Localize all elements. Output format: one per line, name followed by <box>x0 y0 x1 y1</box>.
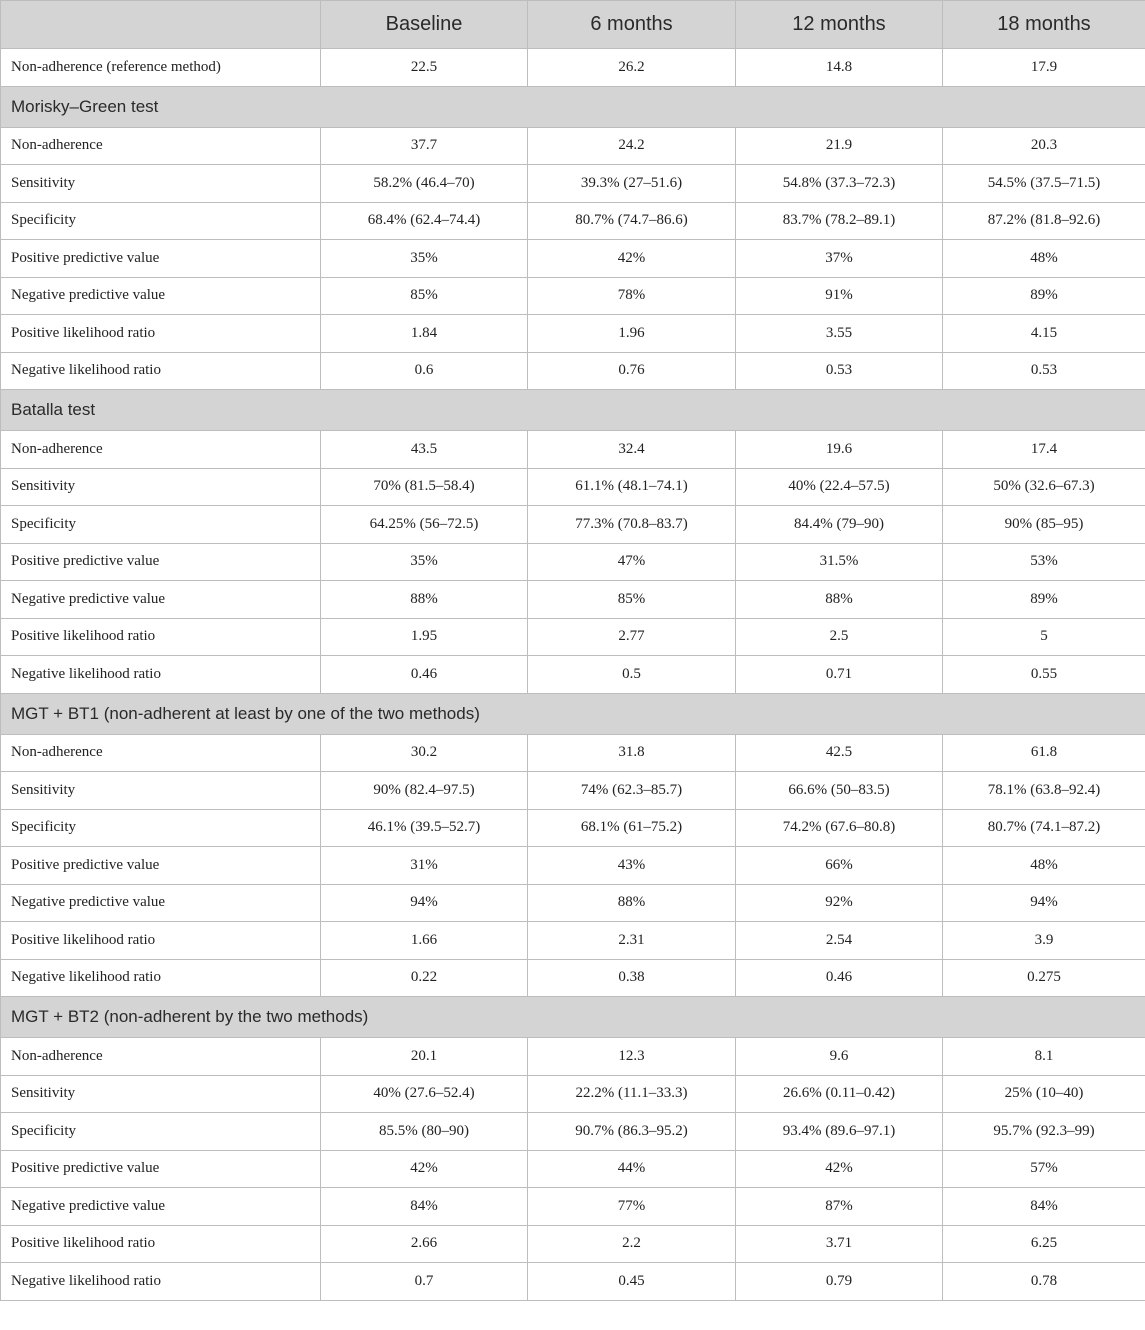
table-row <box>1 277 1145 315</box>
row-label: Non-adherence (reference method) <box>1 49 321 87</box>
value-cell: 2.5 <box>736 618 943 656</box>
value-cell: 12.3 <box>528 1038 736 1076</box>
value-cell: 1.96 <box>528 315 736 353</box>
value-cell: 61.8 <box>943 734 1145 772</box>
value-cell: 8.1 <box>943 1038 1145 1076</box>
value-cell: 1.66 <box>321 922 528 960</box>
value-cell: 48% <box>943 240 1145 278</box>
header-cell-baseline: Baseline <box>321 1 528 49</box>
value-cell: 1.95 <box>321 618 528 656</box>
value-cell: 0.275 <box>943 959 1145 997</box>
row-label: Sensitivity <box>1 772 321 810</box>
value-cell: 24.2 <box>528 127 736 165</box>
table-row <box>1 352 1145 390</box>
row-label: Non-adherence <box>1 734 321 772</box>
row-label: Negative predictive value <box>1 884 321 922</box>
header-cell-12-months: 12 months <box>736 1 943 49</box>
value-cell: 46.1% (39.5–52.7) <box>321 809 528 847</box>
value-cell: 58.2% (46.4–70) <box>321 165 528 203</box>
row-label: Positive predictive value <box>1 1150 321 1188</box>
table-row <box>1 1075 1145 1113</box>
row-label: Non-adherence <box>1 1038 321 1076</box>
table-row <box>1 1188 1145 1226</box>
value-cell: 42.5 <box>736 734 943 772</box>
value-cell: 61.1% (48.1–74.1) <box>528 468 736 506</box>
table-row <box>1 1225 1145 1263</box>
table-row <box>1 1038 1145 1076</box>
value-cell: 3.9 <box>943 922 1145 960</box>
table-row <box>1 431 1145 469</box>
section-header-row <box>1 997 1145 1038</box>
header-row <box>1 1 1145 49</box>
table-row <box>1 1113 1145 1151</box>
value-cell: 87% <box>736 1188 943 1226</box>
value-cell: 0.22 <box>321 959 528 997</box>
table-body <box>1 49 1145 1301</box>
value-cell: 35% <box>321 543 528 581</box>
row-label: Positive predictive value <box>1 543 321 581</box>
value-cell: 88% <box>528 884 736 922</box>
value-cell: 85% <box>321 277 528 315</box>
row-label: Negative likelihood ratio <box>1 1263 321 1301</box>
value-cell: 54.8% (37.3–72.3) <box>736 165 943 203</box>
reference-row <box>1 49 1145 87</box>
row-label: Specificity <box>1 506 321 544</box>
value-cell: 91% <box>736 277 943 315</box>
value-cell: 14.8 <box>736 49 943 87</box>
table-row <box>1 202 1145 240</box>
value-cell: 43% <box>528 847 736 885</box>
header-cell-6-months: 6 months <box>528 1 736 49</box>
value-cell: 94% <box>943 884 1145 922</box>
value-cell: 40% (22.4–57.5) <box>736 468 943 506</box>
value-cell: 9.6 <box>736 1038 943 1076</box>
value-cell: 90.7% (86.3–95.2) <box>528 1113 736 1151</box>
value-cell: 2.66 <box>321 1225 528 1263</box>
value-cell: 0.46 <box>736 959 943 997</box>
row-label: Sensitivity <box>1 1075 321 1113</box>
table-row <box>1 315 1145 353</box>
value-cell: 92% <box>736 884 943 922</box>
value-cell: 80.7% (74.7–86.6) <box>528 202 736 240</box>
value-cell: 66% <box>736 847 943 885</box>
value-cell: 0.53 <box>943 352 1145 390</box>
value-cell: 74.2% (67.6–80.8) <box>736 809 943 847</box>
value-cell: 4.15 <box>943 315 1145 353</box>
value-cell: 26.2 <box>528 49 736 87</box>
value-cell: 90% (85–95) <box>943 506 1145 544</box>
value-cell: 85% <box>528 581 736 619</box>
value-cell: 85.5% (80–90) <box>321 1113 528 1151</box>
value-cell: 43.5 <box>321 431 528 469</box>
value-cell: 0.45 <box>528 1263 736 1301</box>
row-label: Non-adherence <box>1 127 321 165</box>
value-cell: 0.79 <box>736 1263 943 1301</box>
value-cell: 22.2% (11.1–33.3) <box>528 1075 736 1113</box>
value-cell: 80.7% (74.1–87.2) <box>943 809 1145 847</box>
value-cell: 39.3% (27–51.6) <box>528 165 736 203</box>
value-cell: 68.4% (62.4–74.4) <box>321 202 528 240</box>
row-label: Sensitivity <box>1 468 321 506</box>
value-cell: 66.6% (50–83.5) <box>736 772 943 810</box>
table-row <box>1 734 1145 772</box>
value-cell: 5 <box>943 618 1145 656</box>
value-cell: 64.25% (56–72.5) <box>321 506 528 544</box>
value-cell: 44% <box>528 1150 736 1188</box>
value-cell: 68.1% (61–75.2) <box>528 809 736 847</box>
value-cell: 0.5 <box>528 656 736 694</box>
row-label: Negative likelihood ratio <box>1 656 321 694</box>
value-cell: 1.84 <box>321 315 528 353</box>
section-header-row <box>1 693 1145 734</box>
row-label: Negative predictive value <box>1 277 321 315</box>
value-cell: 53% <box>943 543 1145 581</box>
row-label: Positive likelihood ratio <box>1 1225 321 1263</box>
value-cell: 20.3 <box>943 127 1145 165</box>
value-cell: 42% <box>528 240 736 278</box>
value-cell: 0.38 <box>528 959 736 997</box>
value-cell: 93.4% (89.6–97.1) <box>736 1113 943 1151</box>
value-cell: 94% <box>321 884 528 922</box>
value-cell: 2.54 <box>736 922 943 960</box>
row-label: Non-adherence <box>1 431 321 469</box>
table-row <box>1 1150 1145 1188</box>
value-cell: 17.9 <box>943 49 1145 87</box>
table-row <box>1 468 1145 506</box>
value-cell: 17.4 <box>943 431 1145 469</box>
header-cell-18-months: 18 months <box>943 1 1145 49</box>
value-cell: 89% <box>943 581 1145 619</box>
value-cell: 84% <box>321 1188 528 1226</box>
value-cell: 6.25 <box>943 1225 1145 1263</box>
value-cell: 78% <box>528 277 736 315</box>
value-cell: 26.6% (0.11–0.42) <box>736 1075 943 1113</box>
section-header-row <box>1 86 1145 127</box>
table-row <box>1 847 1145 885</box>
value-cell: 90% (82.4–97.5) <box>321 772 528 810</box>
value-cell: 42% <box>321 1150 528 1188</box>
table-row <box>1 240 1145 278</box>
value-cell: 78.1% (63.8–92.4) <box>943 772 1145 810</box>
value-cell: 31% <box>321 847 528 885</box>
value-cell: 30.2 <box>321 734 528 772</box>
header-cell-corner <box>1 1 321 49</box>
value-cell: 83.7% (78.2–89.1) <box>736 202 943 240</box>
value-cell: 40% (27.6–52.4) <box>321 1075 528 1113</box>
row-label: Specificity <box>1 809 321 847</box>
value-cell: 0.71 <box>736 656 943 694</box>
value-cell: 0.78 <box>943 1263 1145 1301</box>
value-cell: 88% <box>321 581 528 619</box>
table-row <box>1 506 1145 544</box>
section-title: MGT + BT2 (non-adherent by the two methods) <box>1 997 1145 1038</box>
row-label: Negative predictive value <box>1 1188 321 1226</box>
value-cell: 50% (32.6–67.3) <box>943 468 1145 506</box>
table-row <box>1 1263 1145 1301</box>
value-cell: 89% <box>943 277 1145 315</box>
value-cell: 77% <box>528 1188 736 1226</box>
value-cell: 42% <box>736 1150 943 1188</box>
row-label: Negative likelihood ratio <box>1 352 321 390</box>
row-label: Specificity <box>1 202 321 240</box>
value-cell: 0.76 <box>528 352 736 390</box>
value-cell: 32.4 <box>528 431 736 469</box>
value-cell: 21.9 <box>736 127 943 165</box>
table-row <box>1 884 1145 922</box>
value-cell: 47% <box>528 543 736 581</box>
value-cell: 0.53 <box>736 352 943 390</box>
value-cell: 22.5 <box>321 49 528 87</box>
table-row <box>1 581 1145 619</box>
table-row <box>1 618 1145 656</box>
row-label: Positive likelihood ratio <box>1 618 321 656</box>
row-label: Specificity <box>1 1113 321 1151</box>
value-cell: 84% <box>943 1188 1145 1226</box>
table-row <box>1 543 1145 581</box>
value-cell: 25% (10–40) <box>943 1075 1145 1113</box>
value-cell: 2.2 <box>528 1225 736 1263</box>
table-row <box>1 922 1145 960</box>
row-label: Negative predictive value <box>1 581 321 619</box>
value-cell: 31.5% <box>736 543 943 581</box>
row-label: Positive predictive value <box>1 847 321 885</box>
value-cell: 95.7% (92.3–99) <box>943 1113 1145 1151</box>
table-row <box>1 165 1145 203</box>
section-title: MGT + BT1 (non-adherent at least by one of the two methods) <box>1 693 1145 734</box>
section-title: Morisky–Green test <box>1 86 1145 127</box>
table-row <box>1 772 1145 810</box>
table-row <box>1 656 1145 694</box>
value-cell: 84.4% (79–90) <box>736 506 943 544</box>
table-row <box>1 809 1145 847</box>
value-cell: 0.55 <box>943 656 1145 694</box>
value-cell: 20.1 <box>321 1038 528 1076</box>
value-cell: 2.31 <box>528 922 736 960</box>
table-row <box>1 959 1145 997</box>
row-label: Sensitivity <box>1 165 321 203</box>
value-cell: 19.6 <box>736 431 943 469</box>
value-cell: 3.71 <box>736 1225 943 1263</box>
value-cell: 0.46 <box>321 656 528 694</box>
row-label: Negative likelihood ratio <box>1 959 321 997</box>
value-cell: 37.7 <box>321 127 528 165</box>
value-cell: 0.6 <box>321 352 528 390</box>
value-cell: 31.8 <box>528 734 736 772</box>
value-cell: 87.2% (81.8–92.6) <box>943 202 1145 240</box>
value-cell: 57% <box>943 1150 1145 1188</box>
value-cell: 70% (81.5–58.4) <box>321 468 528 506</box>
value-cell: 48% <box>943 847 1145 885</box>
value-cell: 0.7 <box>321 1263 528 1301</box>
value-cell: 74% (62.3–85.7) <box>528 772 736 810</box>
section-header-row <box>1 390 1145 431</box>
table-row <box>1 127 1145 165</box>
value-cell: 3.55 <box>736 315 943 353</box>
value-cell: 54.5% (37.5–71.5) <box>943 165 1145 203</box>
value-cell: 37% <box>736 240 943 278</box>
row-label: Positive predictive value <box>1 240 321 278</box>
value-cell: 77.3% (70.8–83.7) <box>528 506 736 544</box>
section-title: Batalla test <box>1 390 1145 431</box>
row-label: Positive likelihood ratio <box>1 315 321 353</box>
row-label: Positive likelihood ratio <box>1 922 321 960</box>
value-cell: 88% <box>736 581 943 619</box>
value-cell: 2.77 <box>528 618 736 656</box>
value-cell: 35% <box>321 240 528 278</box>
